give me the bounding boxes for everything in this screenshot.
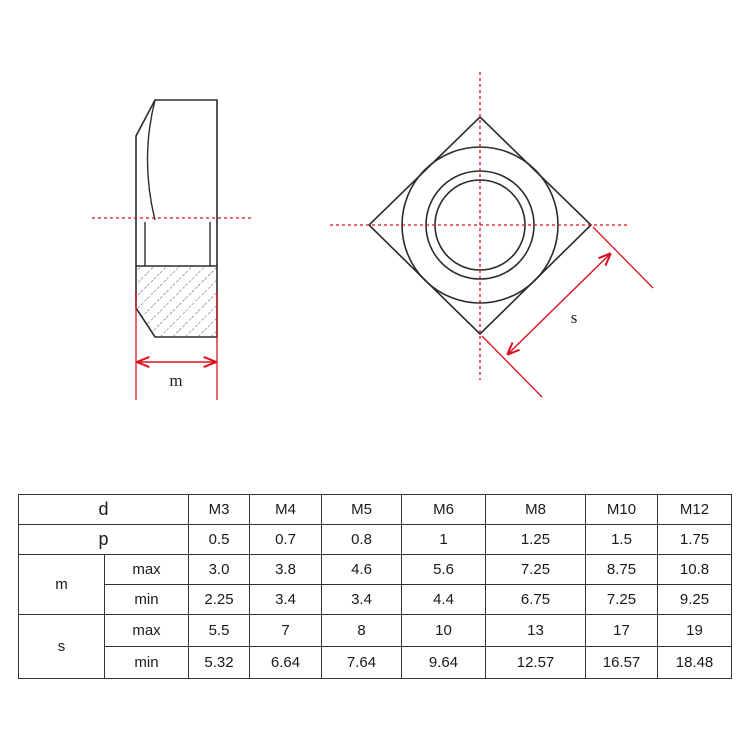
s-min-cell: 18.48 [658,647,732,679]
s-extension-upper [593,227,653,288]
table-row-m-max [19,555,732,585]
size-cell: M3 [189,495,250,525]
s-dimension-arrow [508,254,610,354]
thread-section-hatch [136,266,217,337]
nut-top-view [330,72,653,397]
m-min-cell: 6.75 [486,585,586,615]
pitch-cell: 1.5 [586,525,658,555]
s-min-cell: 9.64 [402,647,486,679]
pitch-cell: 0.7 [250,525,322,555]
s-dimension-label: s [570,308,578,327]
pitch-cell: 1 [402,525,486,555]
m-min-cell: 3.4 [322,585,402,615]
s-extension-lower [482,336,542,397]
s-max-cell: 7 [250,615,322,647]
s-max-cell: 19 [658,615,732,647]
m-max-label: max [105,555,189,585]
s-min-cell: 7.64 [322,647,402,679]
row-label-p: p [19,525,189,555]
s-min-cell: 12.57 [486,647,586,679]
s-min-cell: 16.57 [586,647,658,679]
m-min-cell: 3.4 [250,585,322,615]
table-row-p [19,525,732,555]
m-max-cell: 4.6 [322,555,402,585]
size-cell: M10 [586,495,658,525]
row-label-m: m [19,555,105,615]
table-row-s-min [19,647,732,679]
row-label-s: s [19,615,105,679]
s-min-cell: 6.64 [250,647,322,679]
s-max-cell: 13 [486,615,586,647]
m-max-cell: 8.75 [586,555,658,585]
m-max-cell: 3.0 [189,555,250,585]
table-row-d [19,495,732,525]
m-max-cell: 10.8 [658,555,732,585]
m-max-cell: 7.25 [486,555,586,585]
s-min-cell: 5.32 [189,647,250,679]
pitch-cell: 0.5 [189,525,250,555]
size-cell: M6 [402,495,486,525]
m-max-cell: 3.8 [250,555,322,585]
m-min-cell: 2.25 [189,585,250,615]
size-cell: M8 [486,495,586,525]
row-label-d: d [19,495,189,525]
pitch-cell: 0.8 [322,525,402,555]
m-max-cell: 5.6 [402,555,486,585]
m-min-label: min [105,585,189,615]
s-max-cell: 8 [322,615,402,647]
size-cell: M4 [250,495,322,525]
s-max-cell: 5.5 [189,615,250,647]
spec-table [18,494,732,679]
size-cell: M5 [322,495,402,525]
table-row-m-min [19,585,732,615]
s-max-label: max [105,615,189,647]
m-min-cell: 7.25 [586,585,658,615]
pitch-cell: 1.75 [658,525,732,555]
s-min-label: min [105,647,189,679]
pitch-cell: 1.25 [486,525,586,555]
table-row-s-max [19,615,732,647]
s-max-cell: 10 [402,615,486,647]
m-min-cell: 4.4 [402,585,486,615]
s-max-cell: 17 [586,615,658,647]
nut-side-view [92,100,254,400]
size-cell: M12 [658,495,732,525]
m-min-cell: 9.25 [658,585,732,615]
m-dimension-label: m [169,371,183,390]
nut-chamfer-curve [148,100,156,220]
